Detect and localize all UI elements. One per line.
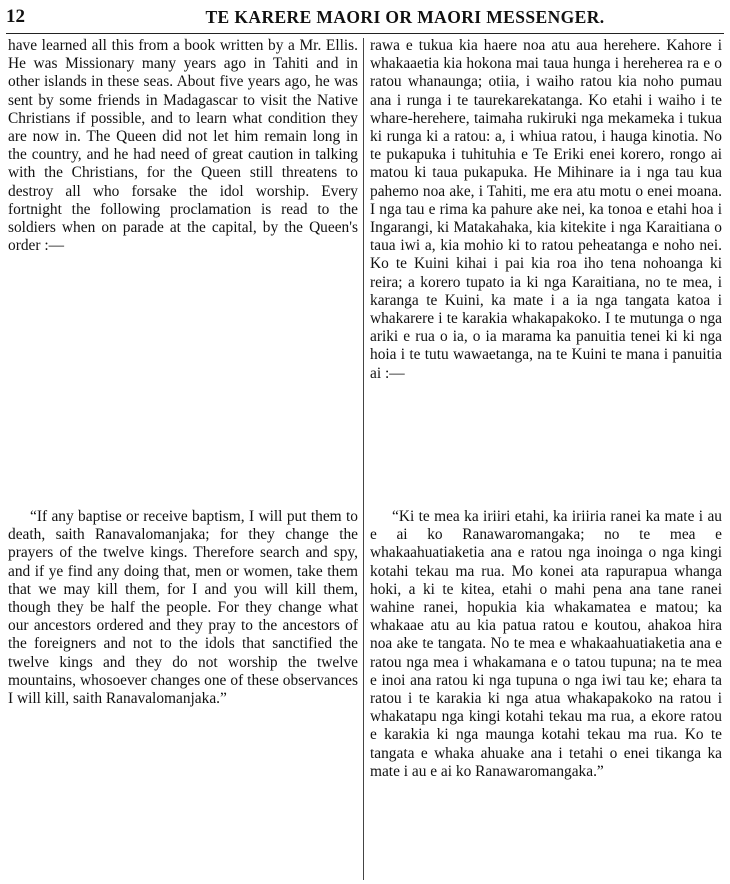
right-column-proclamation xyxy=(370,508,722,781)
running-head: TE KARERE MAORI OR MAORI MESSENGER. xyxy=(205,7,605,27)
page-header xyxy=(6,4,724,32)
column-divider xyxy=(363,38,364,880)
page-number: 12 xyxy=(6,6,25,27)
english-narrative: have learned all this from a book written by a Mr. Ellis. He was Missionary many years ago in Tahiti and in other islands in these seas. About five years ago, he was sent by some friends in Madagascar to visit the Native Christians if possible, and to learn what condition they are now in. The Queen did not let him remain long in the country, and he had need of great caution in talking with the Christians, for the Queen still threatens to destroy all who forsake the idol worship. Every fortnight the following proclamation is read to the soldiers when on parade at the capital, by the Queen's order :— xyxy=(8,37,358,255)
maori-narrative: rawa e tukua kia haere noa atu aua herehere. Kahore i whakaaetia kia hokona mai taua hunga i hereherea ra e o ratou whanaunga; otiia, i waiho ratou kia noho pumau ana i runga i te taurekarekatanga. Ko etahi i waiho i te whare-herehere, taimaha rukiruki nga mekameka i tukua ki runga ki a ratou: a, i whiua ratou, i hauga kinotia. No te pukapuka i tuhituhia e Te Eriki enei korero, rongo ai matou ki taua pukapuka. He Mihinare ia i nga tau kua pahemo noa ake, i Tahiti, me era atu motu o enei moana. I nga tau e rima ka pahure ake nei, ka tonoa e etahi hoa i Ingarangi, ki Matakahaka, kia kitekite i nga Karaitiana o taua iwi a, kia mohio ki to ratou peheatanga e noho nei. Ko te Kuini kihai i pai kia roa iho tena nohoanga ki reira; a korero tupato ia ki nga Karaitiana, no te mea, i karanga te Kuini, ka mate i a ia nga tangata katoa i whakarere i te karakia whakapakoko. I te mutunga o nga ariki e rua o ia, o ia marama ka panuitia tenei ki ki nga hoia i te tutu wawaetanga, na te Kuini te mana i panuitia ai :— xyxy=(370,37,722,382)
left-column-narrative xyxy=(8,37,358,255)
left-column-proclamation xyxy=(8,508,358,708)
maori-proclamation: “Ki te mea ka iriiri etahi, ka iriiria ranei ka mate i au e ai ko Ranawaromangaka; no te mea e whakaahuatiaketia ana e ratou nga inoinga o nga kingi kotahi tekau ma rua. Mo konei ata rapurapua whanga hoki, a ki te kitea, etahi o mahi pena ana tane ranei wahine ranei, hopukia kia whakamatea e matou; ka whakaae atu au kia patua ratou e koutou, ahakoa hira noa ake te tangata. No te mea e whakaahuatiaketia ana e ratou nga mea i whakamana e o tatou tupuna; na te mea e inoi ana ratou ki nga tupuna o nga iwi tau ke; ehara ta ratou i te karakia ki nga atua whakapakoko na ratou i whakatapu nga kingi kotahi tekau ma rua, a ekore ratou e karakia ki nga maunga kotahi tekau ma rua. Ko te tangata e whaka ahuake ana i tetahi o enei tikanga ka mate i au e ai ko Ranawaromangaka.” xyxy=(370,508,722,780)
english-proclamation: “If any baptise or receive baptism, I will put them to death, saith Ranavalomanjaka; for they change the prayers of the twelve kings. Therefore search and spy, and if ye find any doing that, men or women, take them that we may kill them, for I and you will kill them, though they be half the people. For they change what our ancestors ordered and they pray to the ancestors of the foreigners and not to the idols that sanctified the twelve kings and they do not worship the twelve mountains, whosoever changes one of these observances I will kill, saith Ranavalomanjaka.” xyxy=(8,508,358,708)
right-column-narrative xyxy=(370,37,722,383)
header-rule xyxy=(6,33,724,34)
